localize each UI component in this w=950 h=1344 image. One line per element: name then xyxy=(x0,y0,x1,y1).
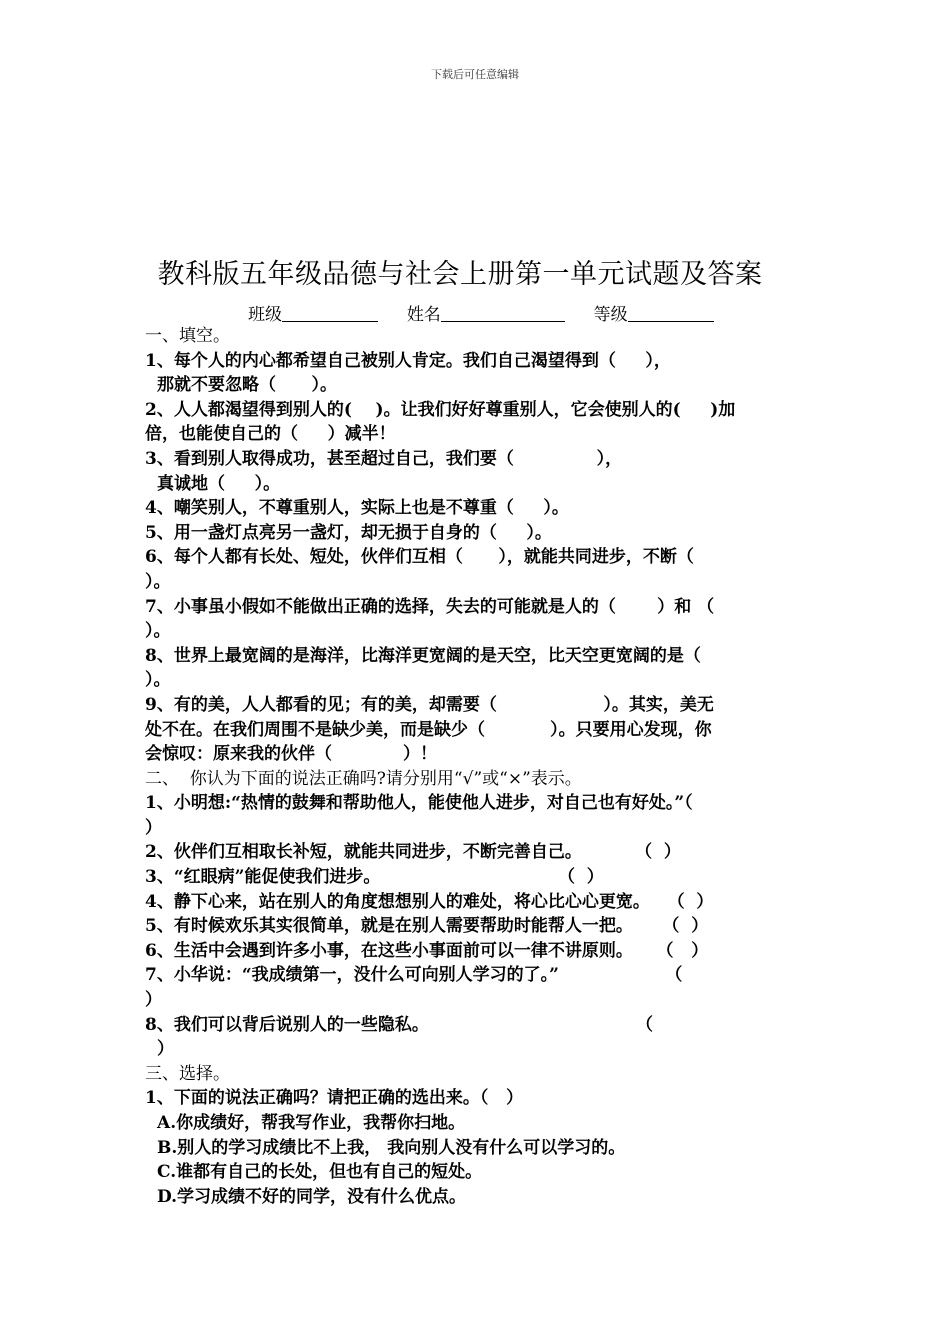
question-line: B.别人的学习成绩比不上我， 我向别人没有什么可以学习的。 xyxy=(157,1137,626,1158)
question-line: A.你成绩好，帮我写作业，我帮你扫地。 xyxy=(157,1113,466,1133)
question-line: 6、每个人都有长处、短处，伙伴们互相（ ），就能共同进步，不断（ xyxy=(145,547,694,568)
section-heading: 一、填空。 xyxy=(145,326,230,346)
grade-blank xyxy=(628,305,714,322)
question-line: 处不在。在我们周围不是缺少美，而是缺少（ ）。只要用心发现，你 xyxy=(145,719,712,740)
question-line: 3、看到别人取得成功，甚至超过自己，我们要（ ）， xyxy=(145,448,623,469)
question-line: 会惊叹：原来我的伙伴（ ）！ xyxy=(145,744,438,765)
question-line: 7、小华说：“我成绩第一，没什么可向别人学习的了。” （ xyxy=(145,965,683,986)
question-line: ） xyxy=(145,990,162,1011)
question-line: 9、有的美，人人都看的见；有的美，却需要（ ）。其实，美无 xyxy=(145,694,714,715)
question-line: 真诚地（ ）。 xyxy=(157,473,281,494)
question-line: 7、小事虽小假如不能做出正确的选择，失去的可能就是人的（ ）和 （ xyxy=(145,596,715,617)
question-line: 2、人人都渴望得到别人的( )。让我们好好尊重别人，它会使别人的( )加 xyxy=(145,399,736,420)
grade-label: 等级 xyxy=(593,305,628,325)
question-body xyxy=(145,324,810,1209)
question-line: 6、生活中会遇到许多小事，在这些小事面前可以一律不讲原则。 （ ） xyxy=(145,940,709,961)
question-line: 1、每个人的内心都希望自己被别人肯定。我们自己渴望得到（ ）， xyxy=(145,350,671,371)
student-info-row xyxy=(248,300,714,325)
question-line: C.谁都有自己的长处，但也有自己的短处。 xyxy=(157,1162,483,1183)
section-heading: 二、 你认为下面的说法正确吗?请分别用“√”或“×”表示。 xyxy=(145,768,582,789)
question-line: 5、有时候欢乐其实很简单，就是在别人需要帮助时能帮人一把。 （ ） xyxy=(145,916,709,937)
name-blank xyxy=(441,305,565,322)
document-title: 教科版五年级品德与社会上册第一单元试题及答案 xyxy=(157,259,763,290)
question-line: 倍，也能使自己的（ ）减半！ xyxy=(145,424,396,445)
question-line: ）。 xyxy=(145,670,171,691)
name-label: 姓名 xyxy=(406,305,441,325)
question-line: 3、“红眼病”能促使我们进步。 （ ） xyxy=(145,867,604,888)
class-blank xyxy=(282,305,378,322)
question-line: ）。 xyxy=(145,571,171,592)
section-heading: 三、选择。 xyxy=(145,1063,230,1084)
page-header-note: 下载后可任意编辑 xyxy=(431,68,519,81)
question-line: ）。 xyxy=(145,621,171,642)
question-line: 4、静下心来，站在别人的角度想想别人的难处，将心比心心更宽。 （ ） xyxy=(145,891,714,912)
class-label: 班级 xyxy=(248,305,282,325)
question-line: 8、世界上最宽阔的是海洋，比海洋更宽阔的是天空，比天空更宽阔的是（ xyxy=(145,645,701,666)
question-line: ） xyxy=(145,817,162,838)
question-line: 那就不要忽略（ ）。 xyxy=(157,375,338,396)
question-line: 1、下面的说法正确吗？请把正确的选出来。（ ） xyxy=(145,1088,524,1109)
question-line: D.学习成绩不好的同学，没有什么优点。 xyxy=(157,1186,467,1207)
question-line: 8、我们可以背后说别人的一些隐私。 （ xyxy=(145,1014,653,1035)
question-line: 1、小明想:“热情的鼓舞和帮助他人，能使他人进步，对自己也有好处。”（ xyxy=(145,793,693,814)
question-line: 4、嘲笑别人，不尊重别人，实际上也是不尊重（ ）。 xyxy=(145,498,569,519)
question-line: 2、伙伴们互相取长补短，就能共同进步，不断完善自己。 （ ） xyxy=(145,842,681,863)
question-line: ） xyxy=(157,1039,174,1060)
question-line: 5、用一盏灯点亮另一盏灯，却无损于自身的（ ）。 xyxy=(145,522,552,543)
